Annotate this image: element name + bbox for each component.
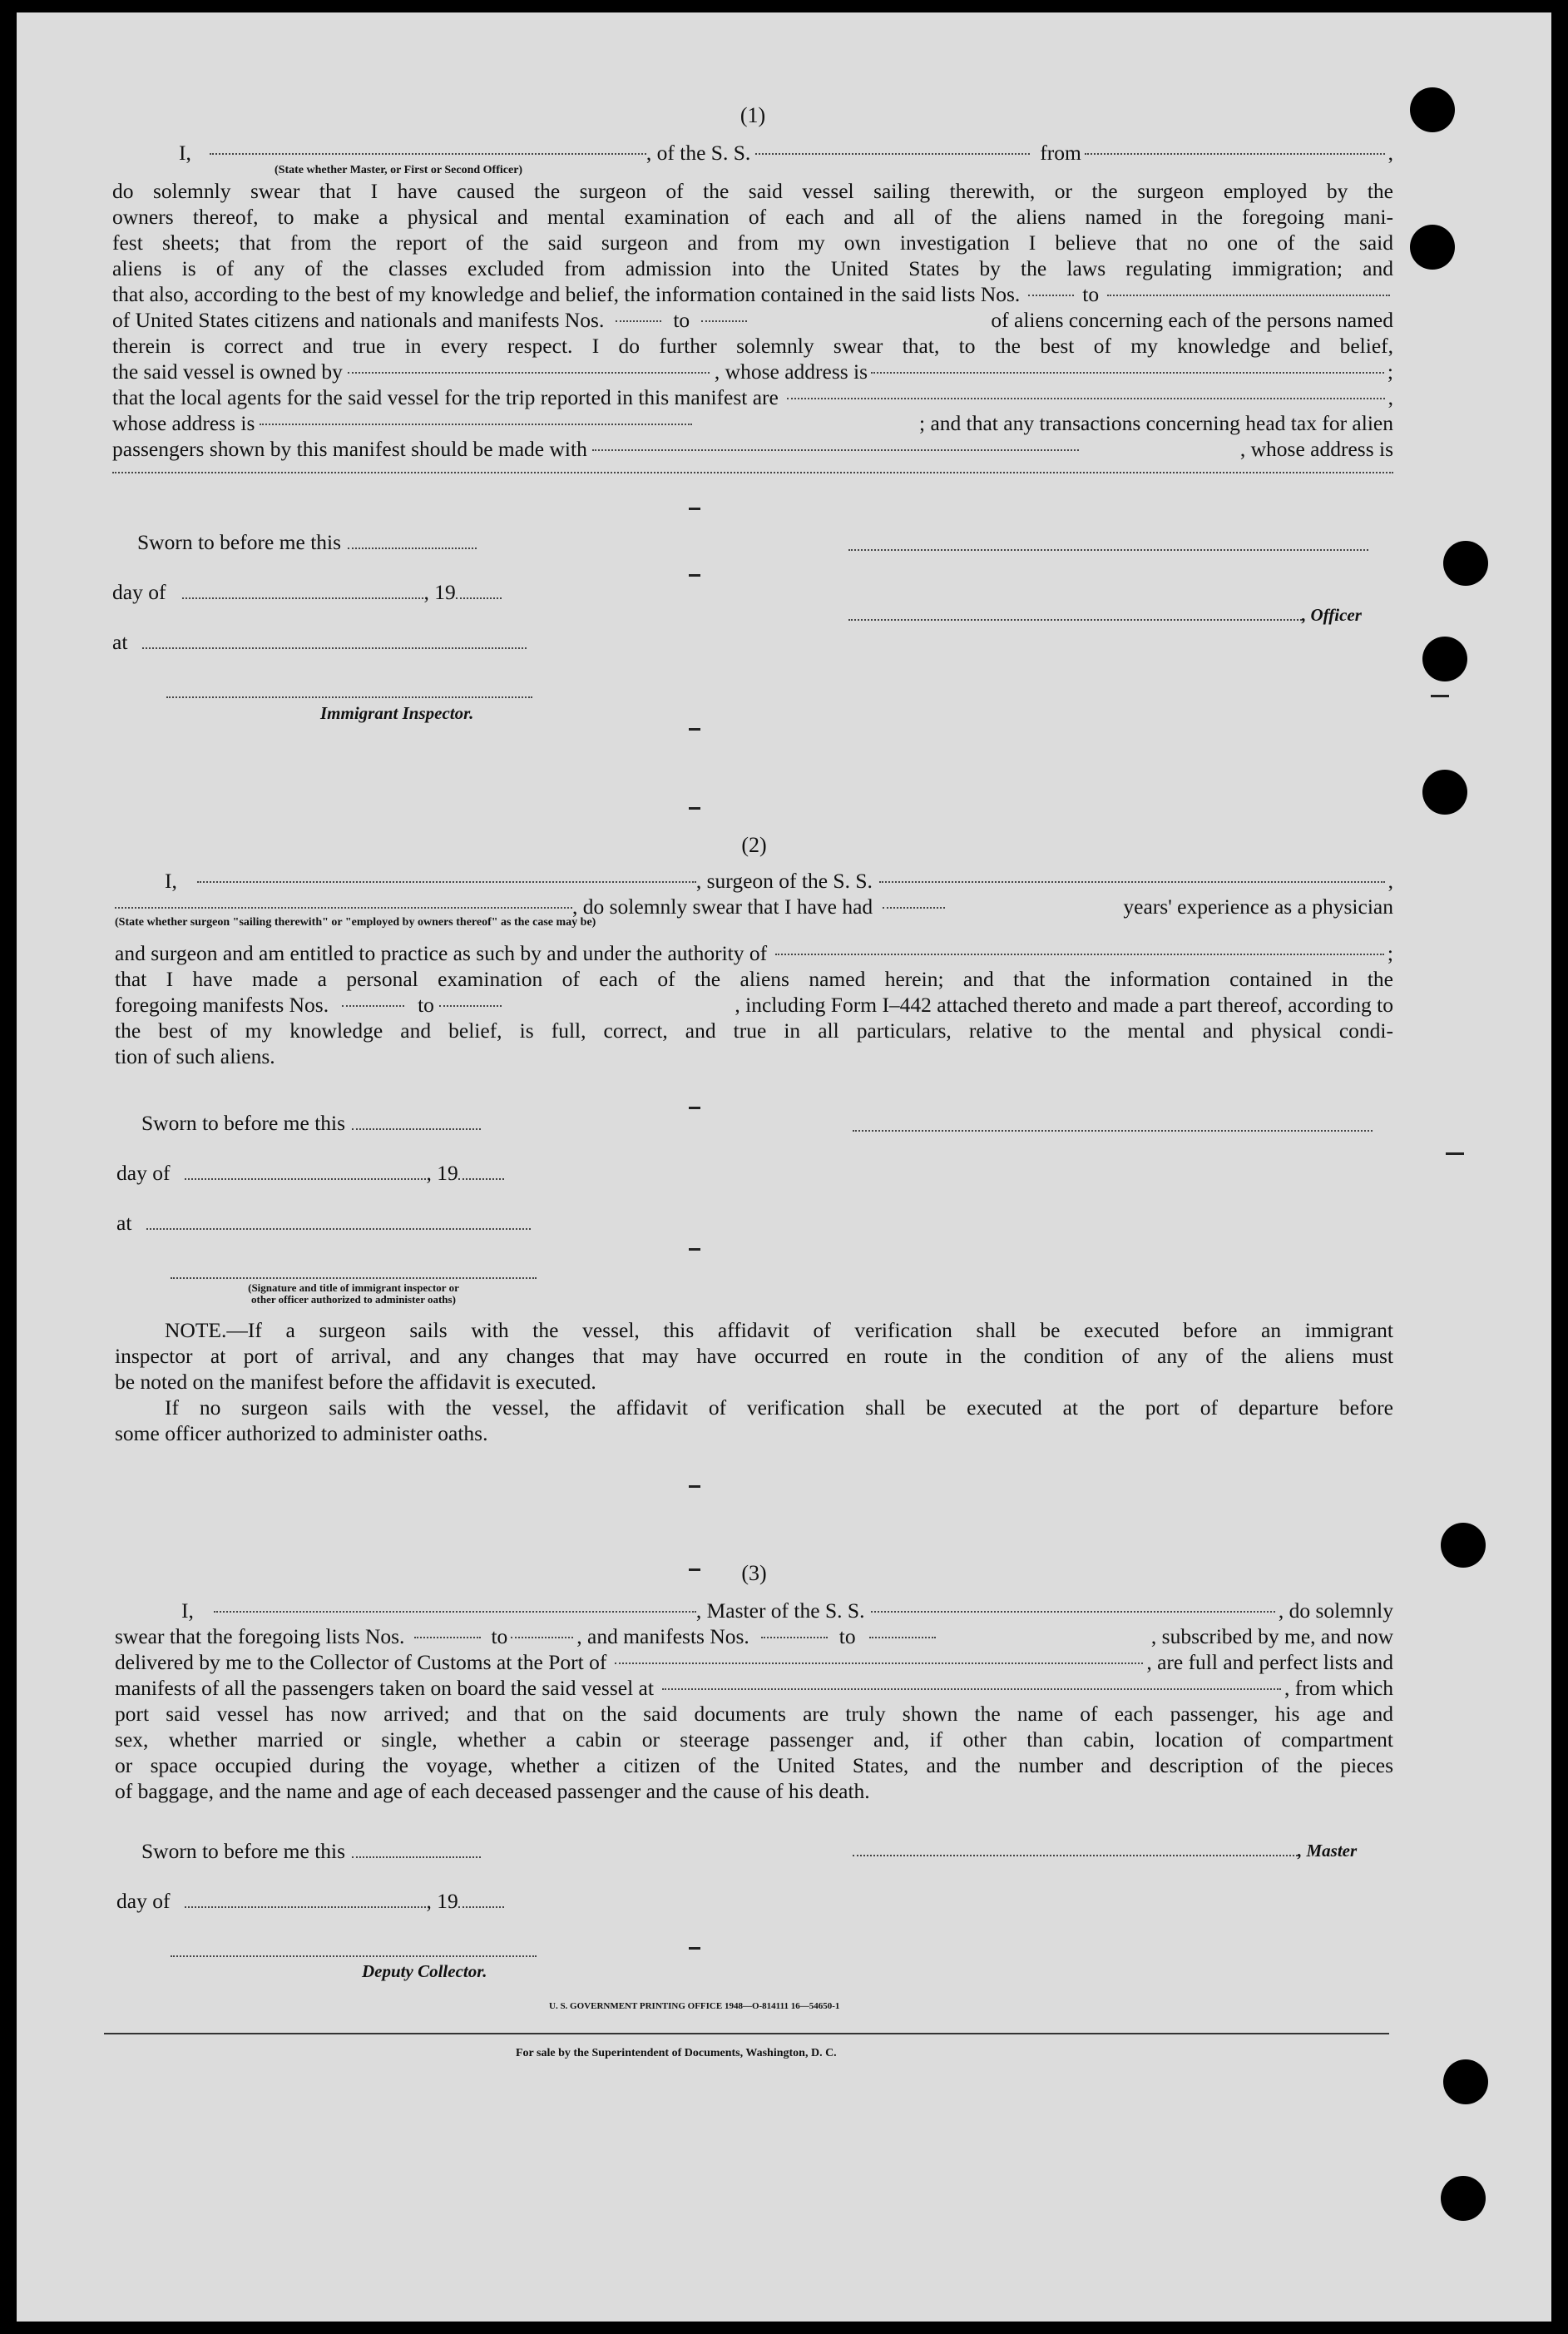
lists-to-field[interactable] [1107,294,1390,296]
surgeon-name-field[interactable] [197,881,696,883]
sale-notice: For sale by the Superintendent of Documents, Washington, D. C. [516,2047,837,2059]
year-field[interactable] [458,1906,504,1908]
inspector-title: Immigrant Inspector. [320,703,474,723]
at-place-field[interactable] [146,1228,531,1230]
at-line: at [112,630,527,655]
section-3: (3) I, , Master of the S. S. , do solemnly swear that the foregoing lists Nos. to , and manifests Nos. to , subscribed by me, and now delivered by me to the Collector of Customs at the Port of , are full and perfect lists and manifests of all the passengers taken on board the said vessel at , from which port said vessel has now arrived; and that on the said documents are truly shown the name of each passenger, his age and sex, whether married or single, whether a cabin or steerage passenger and, if other than cabin, location of compartment or space occupied during the voyage, whether a citizen of the United States, and the number and description of the pieces of baggage, and the name and age of each deceased passenger and the cause of his death. [115,1561,1393,1803]
margin-tick [689,1107,700,1109]
head-tax-field[interactable] [592,449,1079,451]
manifests-from-field[interactable] [616,320,661,322]
owner-field[interactable] [348,372,710,374]
at-place-field[interactable] [142,647,527,649]
year-field[interactable] [458,1178,504,1180]
surgeon-status-field[interactable] [115,907,572,909]
day-month-field[interactable] [182,597,423,599]
margin-tick [689,807,700,810]
officer-line: , Officer [848,605,1362,626]
officer-title-field[interactable] [848,619,1302,621]
name-field[interactable] [210,153,646,155]
margin-tick [1431,695,1449,697]
margin-tick [689,1947,700,1950]
lists-from-field[interactable] [414,1637,481,1638]
manifests-to-field[interactable] [439,1005,502,1007]
day-line: day of , 19 [116,1889,504,1914]
section-2-note: NOTE.—If a surgeon sails with the vessel, this affidavit of verification shall be executed before an immigrant inspector at port of arrival, and any changes that may have occurred en route in the condition of any of the aliens must be noted on the manifest before the affidavit is executed. If no surgeon sails with the vessel, the affidavit of verification shall be executed at the port of departure before some officer authorized to administer oaths. [115,1318,1393,1445]
surgeon-signature-field[interactable] [853,1130,1373,1132]
collector-signature-field[interactable] [171,1955,537,1957]
signature-caption: (Signature and title of immigrant inspector or other officer authorized to administer oaths) [248,1281,459,1306]
punch-hole [1443,2059,1488,2104]
oath-officer-signature-field[interactable] [171,1277,537,1279]
manifests-from-field[interactable] [761,1637,828,1638]
sworn-day-field[interactable] [352,1856,481,1858]
margin-tick [689,1248,700,1251]
manifests-to-field[interactable] [701,320,747,322]
margin-tick [1446,1152,1464,1155]
officer-signature-field[interactable] [848,549,1368,551]
manifests-to-field[interactable] [869,1637,936,1638]
sworn-line: Sworn to before me this [137,530,477,555]
section-heading: (2) [741,833,767,857]
section-2: (2) I, , surgeon of the S. S. , , do solemnly swear that I have had years' experience as a physician (State whether surgeon "sailing therewith" or "employed by owners thereof" as the case may be) and surgeon and am entitled to practice as such by and under the authority of ; that I have made a personal examination of each of the aliens named herein; and that the information contained in the foregoing manifests Nos. to , including Form I–442 attached thereto and made a part thereof, according to the best of my knowledge and belief, is full, correct, and true in all particulars, relative to the mental and physical condi- tion of such aliens. [115,833,1393,1068]
vessel-field[interactable] [755,153,1030,155]
section-heading: (1) [739,103,766,127]
agents-address-field[interactable] [260,424,692,425]
punch-hole [1422,637,1467,681]
sworn-line: Sworn to before me this [141,1111,481,1136]
punch-hole [1441,2176,1486,2221]
years-field[interactable] [883,907,945,909]
sworn-line: Sworn to before me this [141,1839,481,1864]
inspector-signature-field[interactable] [166,696,532,698]
authority-field[interactable] [775,953,1384,955]
master-name-field[interactable] [214,1611,696,1613]
section-1: (1) I, , of the S. S. from , (State whether Master, or First or Second Officer) do solemnly swear that I have caused the surgeon of the said vessel sailing therewith, or the surgeon employed by the owners thereof, to make a physical and mental examination of each and all of the aliens named in the foregoing mani- fest sheets; that from the report of the said surgeon and from my own investigation I believe that no one of the said aliens is of any of the classes excluded from admission into the United States by the laws regulating immigration; and that also, according to the best of my knowledge and belief, the information contained in the said lists Nos. to of United States citizens and nationals and manifests Nos. to of aliens concerning each of the persons named therein is correct and true in every respect. I do further solemnly swear that, to the best of my knowledge and belief, the said vessel is owned by , whose address is ; that the local agents for the said vessel for the trip reported in this manifest are , whose address is ; and that any transactions concerning head tax for alien passengers shown by this manifest should be made with , whose address is [112,102,1393,478]
day-month-field[interactable] [185,1178,426,1180]
punch-hole [1443,541,1488,586]
lists-to-field[interactable] [511,1637,573,1638]
footer-rule [104,2033,1389,2034]
master-vessel-field[interactable] [871,1610,1274,1613]
master-line: , Master [853,1841,1357,1861]
punch-hole [1410,87,1455,132]
from-field[interactable] [1085,152,1385,155]
day-line: day of , 19 [112,580,502,605]
day-line: day of , 19 [116,1161,504,1186]
collector-title: Deputy Collector. [362,1961,487,1981]
field-caption: (State whether surgeon "sailing therewith" or "employed by owners thereof" as the case may be) [115,916,596,929]
address-continuation-field[interactable] [112,457,1393,473]
sworn-day-field[interactable] [348,548,477,549]
local-agents-field[interactable] [787,397,1385,399]
margin-tick [689,574,700,577]
margin-tick [689,508,700,510]
printing-office-imprint: U. S. GOVERNMENT PRINTING OFFICE 1948—O-814111 16—54650-1 [549,2001,840,2011]
manifest-affidavit-page [17,12,1551,2322]
port-field[interactable] [615,1662,1143,1664]
owner-address-field[interactable] [871,371,1384,374]
surgeon-vessel-field[interactable] [879,880,1385,883]
lists-from-field[interactable] [1028,295,1074,296]
sworn-day-field[interactable] [352,1128,481,1130]
day-month-field[interactable] [185,1906,426,1908]
punch-hole [1422,770,1467,815]
embark-port-field[interactable] [662,1687,1281,1690]
year-field[interactable] [456,597,502,599]
master-line: I, , of the S. S. from , [179,141,1393,165]
note-label: NOTE. [165,1318,227,1342]
punch-hole [1441,1523,1486,1568]
margin-tick [689,1485,700,1488]
section-heading: (3) [741,1561,767,1585]
at-line: at [116,1211,531,1236]
field-caption: (State whether Master, or First or Second Officer) [275,164,523,176]
master-signature-field[interactable] [853,1855,1298,1856]
margin-tick [689,728,700,731]
manifests-from-field[interactable] [342,1005,404,1007]
punch-hole [1410,225,1455,270]
